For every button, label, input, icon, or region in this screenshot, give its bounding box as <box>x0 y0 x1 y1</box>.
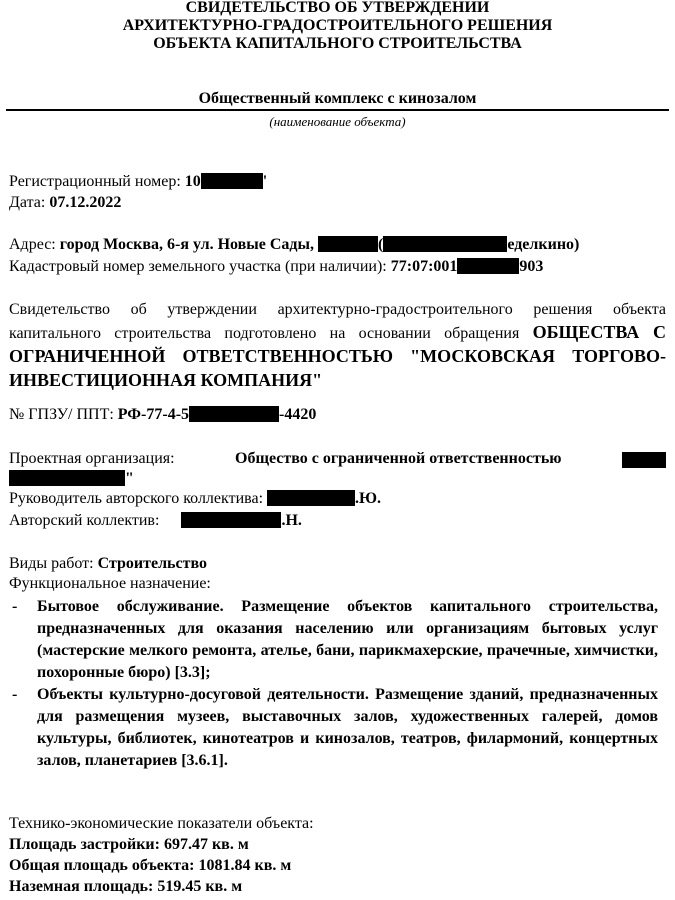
org-value: Общество с ограниченной ответственностью <box>235 450 562 467</box>
function-item-1 <box>12 596 658 684</box>
leader-value-end: .Ю. <box>355 490 382 507</box>
team-line <box>9 511 302 531</box>
redaction-block <box>181 512 281 528</box>
date-value: 07.12.2022 <box>49 194 122 211</box>
cadastral-value-end: 903 <box>519 258 544 275</box>
address-paren-open: ( <box>377 236 384 253</box>
org-value-end: " <box>125 470 134 487</box>
object-name-underline <box>6 109 669 111</box>
list-dash: - <box>12 598 18 615</box>
team-label: Авторский коллектив: <box>9 512 160 529</box>
gpzu-value-start: РФ-77-4-5 <box>117 406 190 423</box>
title-line-3: ОБЪЕКТА КАПИТАЛЬНОГО СТРОИТЕЛЬСТВА <box>153 35 522 52</box>
cadastral-label: Кадастровый номер земельного участка (при наличии): <box>9 258 387 275</box>
works-line <box>9 554 207 574</box>
basis-paragraph <box>9 299 666 393</box>
works-label: Виды работ: <box>9 555 94 572</box>
redaction-block <box>201 173 263 189</box>
date-line <box>9 193 121 213</box>
registration-label: Регистрационный номер: <box>9 173 181 190</box>
cadastral-line <box>9 257 543 277</box>
function-item-text: Объекты культурно-досуговой деятельности. Размещение зданий, предназначенных для размещения музеев, выставочных залов, художественных галерей, домов культуры, библиотек, кинотеатров и кинозалов, театров, филармоний, концертных залов, планетариев [3.6.1]. <box>37 686 658 769</box>
title-line-1: СВИДЕТЕЛЬСТВО ОБ УТВЕРЖДЕНИИ <box>185 0 490 16</box>
cadastral-value-start: 77:07:001 <box>390 258 458 275</box>
registration-number-start: 10 <box>184 173 201 190</box>
redaction-block <box>267 490 355 506</box>
team-value-end: .Н. <box>281 512 302 529</box>
gpzu-line <box>9 405 316 425</box>
registration-number-end: ' <box>262 173 268 190</box>
basis-text: Свидетельство об утверждении архитектурно-градостроительного решения объекта капитального строительства подготовлено на основании обращения <box>9 301 666 342</box>
org-line <box>9 449 666 469</box>
address-value-end: еделкино) <box>507 236 580 253</box>
applicant-name: ОБЩЕСТВА С ОГРАНИЧЕННОЙ ОТВЕТСТВЕННОСТЬЮ "МОСКОВСКАЯ ТОРГОВО-ИНВЕСТИЦИОННАЯ КОМПАНИЯ" <box>9 322 667 390</box>
address-line <box>9 235 579 255</box>
redaction-block <box>457 258 519 274</box>
tep-label: Технико-экономические показатели объекта: <box>9 815 314 832</box>
function-item-2 <box>12 684 658 772</box>
leader-line <box>9 489 381 509</box>
function-label: Функциональное назначение: <box>9 575 211 592</box>
org-label: Проектная организация: <box>9 450 175 467</box>
gpzu-value-end: -4420 <box>279 406 317 423</box>
tep-row: Наземная площадь: 519.45 кв. м <box>9 878 243 895</box>
redaction-block <box>189 406 279 422</box>
redaction-block <box>318 236 378 252</box>
redaction-block <box>9 470 125 486</box>
leader-label: Руководитель авторского коллектива: <box>9 490 264 507</box>
redaction-block <box>383 236 507 252</box>
tep-row: Площадь застройки: 697.47 кв. м <box>9 836 249 853</box>
title-line-2: АРХИТЕКТУРНО-ГРАДОСТРОИТЕЛЬНОГО РЕШЕНИЯ <box>122 17 553 34</box>
address-value-start: город Москва, 6-я ул. Новые Сады, <box>59 236 314 253</box>
org-line-2 <box>9 469 134 489</box>
works-value: Строительство <box>97 555 207 572</box>
gpzu-label: № ГПЗУ/ ППТ: <box>9 406 114 423</box>
redaction-block <box>622 452 666 468</box>
tep-row: Общая площадь объекта: 1081.84 кв. м <box>9 857 292 874</box>
object-name-caption: (наименование объекта) <box>269 114 406 129</box>
address-label: Адрес: <box>9 236 56 253</box>
object-name: Общественный комплекс с кинозалом <box>198 90 477 107</box>
date-label: Дата: <box>9 194 46 211</box>
function-item-text: Бытовое обслуживание. Размещение объектов капитального строительства, предназначенных для оказания населению или организациям бытовых услуг (мастерские мелкого ремонта, ателье, бани, парикмахерские, прачечные, химчистки, похоронные бюро) [3.3]; <box>37 598 658 681</box>
list-dash: - <box>12 686 18 703</box>
registration-line <box>9 172 267 192</box>
